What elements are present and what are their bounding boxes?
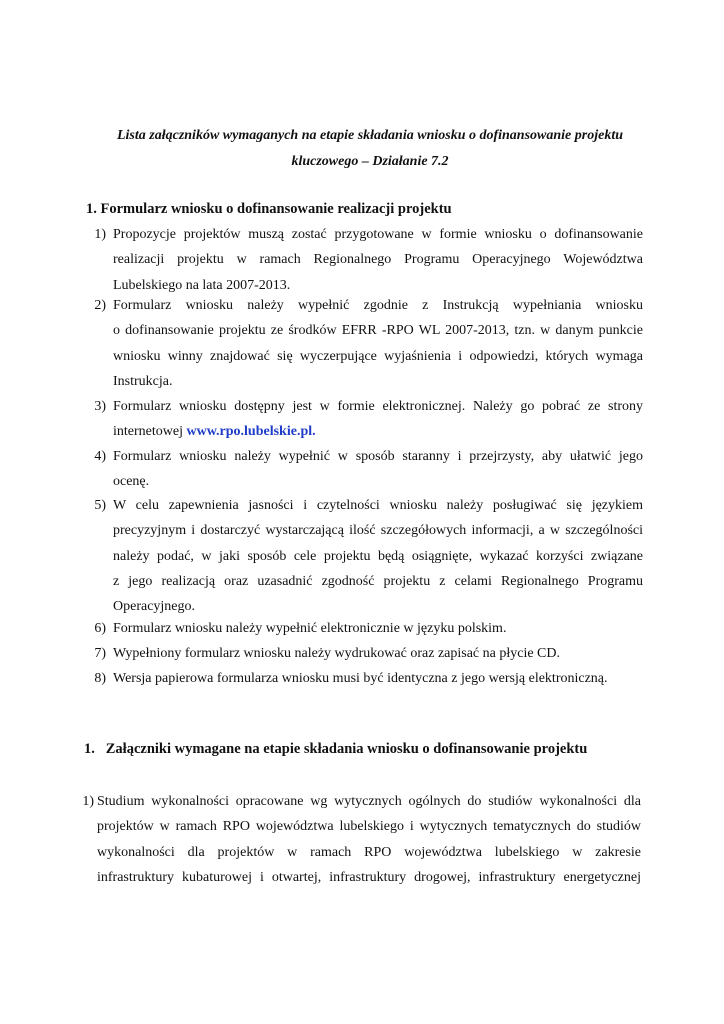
item-line: precyzyjnym i dostarczyć wystarczającą ilość szczegółowych informacji, a w szczególności bbox=[113, 523, 643, 539]
item-line bbox=[113, 419, 643, 444]
item-line: projektów w ramach RPO województwa lubelskiego i wytycznych tematycznych do studiów bbox=[97, 819, 641, 835]
item-line: Propozycje projektów muszą zostać przygotowane w formie wniosku o dofinansowanie bbox=[113, 227, 643, 242]
item-number: 7) bbox=[94, 646, 106, 661]
item-line: Wypełniony formularz wniosku należy wydrukować oraz zapisać na płycie CD. bbox=[113, 646, 561, 661]
website-link[interactable]: www.rpo.lubelskie.pl bbox=[186, 424, 313, 440]
item-line: z jego realizacją oraz uzasadnić zgodność projektu z celami Regionalnego Programu bbox=[113, 573, 643, 589]
list-item bbox=[113, 222, 643, 298]
item-number: 8) bbox=[94, 671, 106, 686]
section-2-heading: 1. Załączniki wymagane na etapie składania wniosku o dofinansowanie projektu bbox=[84, 741, 588, 757]
list-item bbox=[113, 666, 643, 691]
item-line: Lubelskiego na lata 2007-2013. bbox=[113, 277, 291, 293]
list-item bbox=[113, 641, 643, 666]
item-line: o dofinansowanie projektu ze środków EFRR -RPO WL 2007-2013, tzn. w danym punkcie bbox=[113, 323, 643, 339]
item-line: realizacji projektu w ramach Regionalnego Programu Operacyjnego Województwa bbox=[113, 252, 643, 268]
item-number: 2) bbox=[94, 298, 106, 313]
item-line: Formularz wniosku dostępny jest w formie elektronicznej. Należy go pobrać ze strony bbox=[113, 399, 643, 414]
list-item bbox=[113, 444, 643, 495]
item-line: infrastruktury kubaturowej i otwartej, infrastruktury drogowej, infrastruktury energetycznej bbox=[97, 869, 641, 885]
document-title-line-1: Lista załączników wymaganych na etapie składania wniosku o dofinansowanie projektu bbox=[116, 128, 624, 143]
item-line: Formularz wniosku należy wypełnić elektronicznie w języku polskim. bbox=[113, 621, 507, 636]
item-line: W celu zapewnienia jasności i czytelności wniosku należy posługiwać się językiem bbox=[113, 498, 643, 513]
item-line: należy podać, w jaki sposób cele projektu będą osiągnięte, wykazać korzyści związane bbox=[113, 548, 643, 564]
item-line: Operacyjnego. bbox=[113, 599, 196, 615]
item-line: Formularz wniosku należy wypełnić zgodnie z Instrukcją wypełniania wniosku bbox=[113, 298, 643, 313]
item-line: Formularz wniosku należy wypełnić w sposób staranny i przejrzysty, aby ułatwić jego bbox=[113, 449, 643, 464]
item-number: 1) bbox=[82, 794, 94, 809]
item-line: Wersja papierowa formularza wniosku musi być identyczna z jego wersją elektroniczną. bbox=[113, 671, 608, 686]
section-1-heading: 1. Formularz wniosku o dofinansowanie realizacji projektu bbox=[86, 201, 452, 217]
list-item bbox=[113, 616, 643, 641]
item-line: ocenę. bbox=[113, 474, 150, 490]
link-prefix: internetowej bbox=[113, 424, 187, 440]
item-line: wniosku winny znajdować się wyczerpujące wyjaśnienia i odpowiedzi, których wymaga bbox=[113, 348, 643, 364]
item-number: 5) bbox=[94, 498, 106, 513]
item-number: 1) bbox=[94, 227, 106, 242]
item-number: 3) bbox=[94, 399, 106, 414]
list-item bbox=[113, 394, 643, 445]
list-item bbox=[113, 293, 643, 394]
item-number: 4) bbox=[94, 449, 106, 464]
item-line: wykonalności dla projektów w ramach RPO województwa lubelskiego w zakresie bbox=[97, 844, 641, 860]
item-line: Instrukcja. bbox=[113, 373, 173, 389]
item-number: 6) bbox=[94, 621, 106, 636]
list-item bbox=[113, 493, 643, 619]
list-item bbox=[97, 789, 641, 890]
item-line: Studium wykonalności opracowane wg wytycznych ogólnych do studiów wykonalności dla bbox=[97, 794, 641, 809]
link-suffix: . bbox=[312, 424, 316, 440]
document-title-line-2: kluczowego – Działanie 7.2 bbox=[291, 154, 449, 169]
